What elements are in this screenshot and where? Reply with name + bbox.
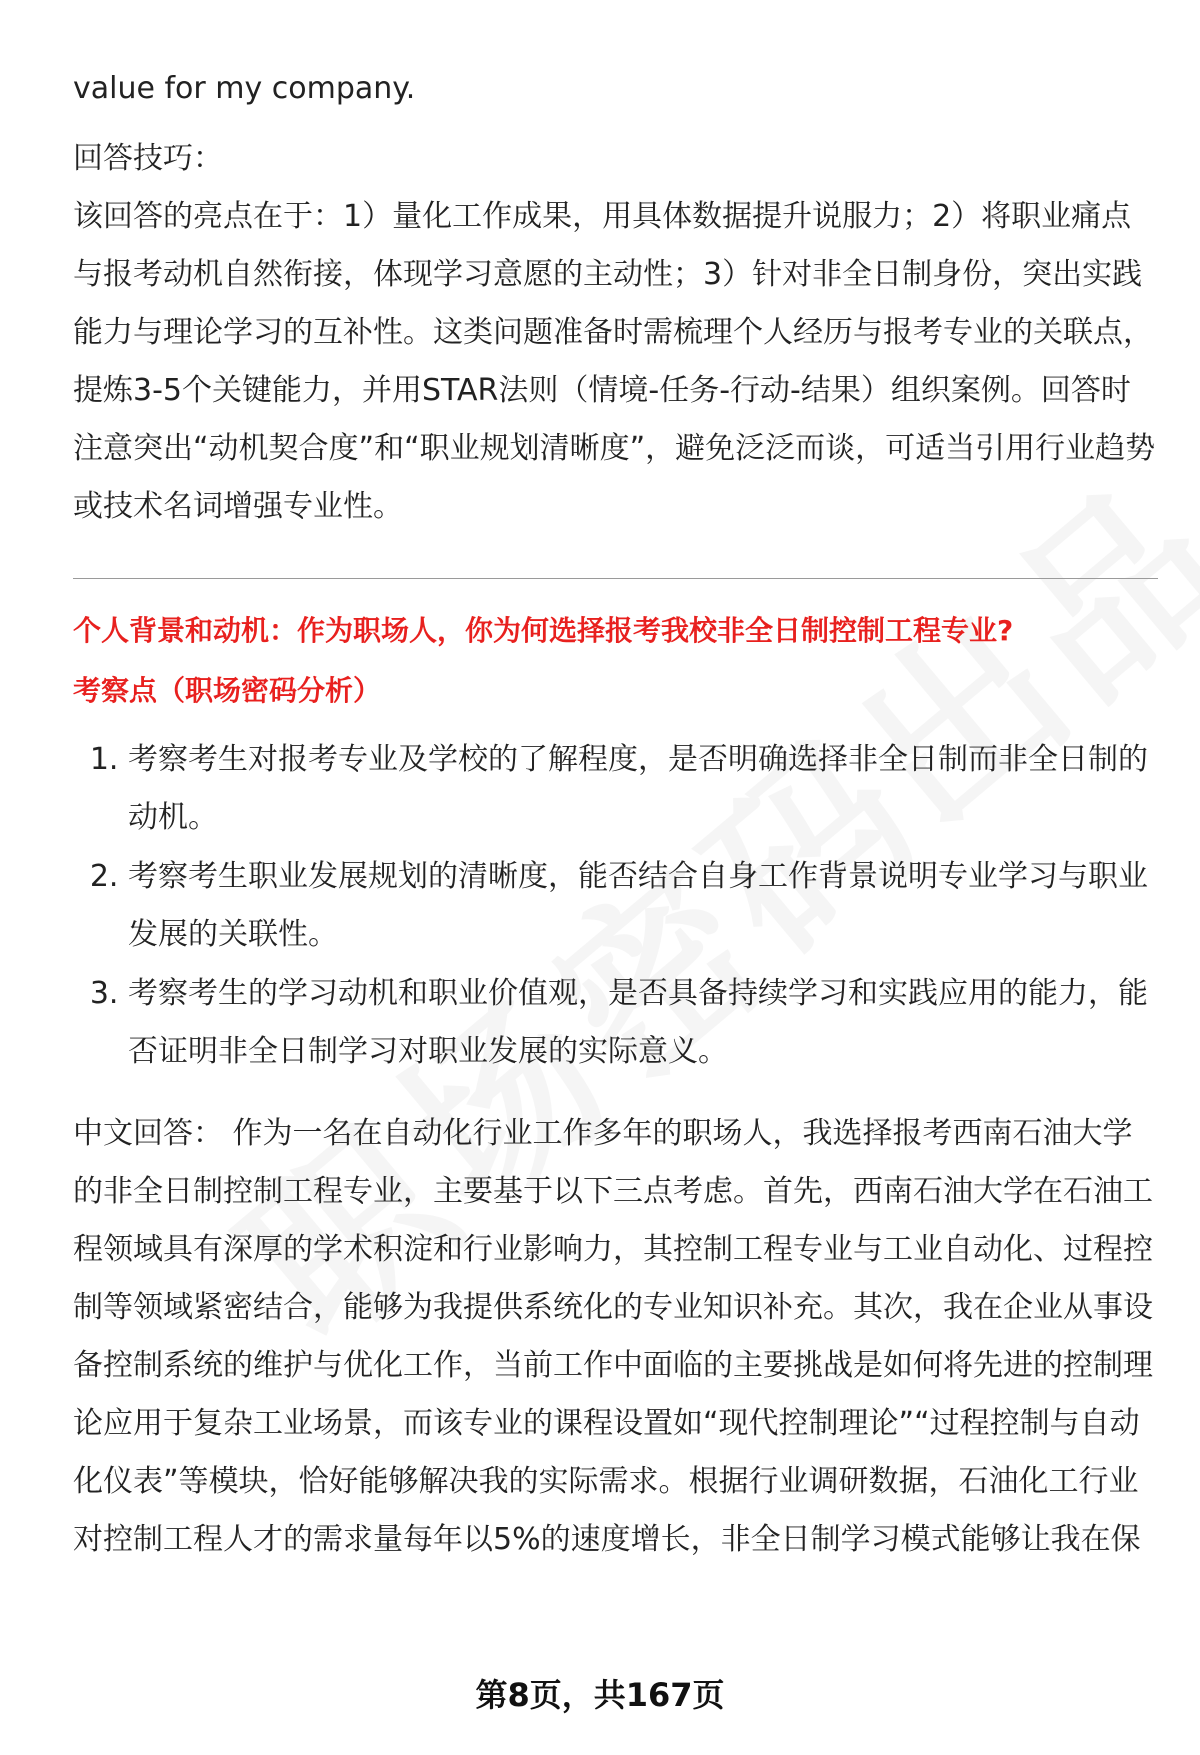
tips-body: 该回答的亮点在于：1）量化工作成果，用具体数据提升说服力；2）将职业痛点与报考动机自然衔接，体现学习意愿的主动性；3）针对非全日制身份，突出实践能力与理论学习的互补性。这类问题准备时需梳理个人经历与报考专业的关联点，提炼3-5个关键能力，并用STAR法则（情境-任务-行动-结果）组织案例。回答时注意突出“动机契合度”和“职业规划清晰度”，避免泛泛而谈，可适当引用行业趋势或技术名词增强专业性。 — [73, 199, 1156, 524]
page-number: 第8页，共167页 — [475, 1676, 725, 1714]
list-item: 1. 考察考生对报考专业及学校的了解程度，是否明确选择非全日制而非全日制的动机。 — [128, 731, 1158, 847]
list-item: 2. 考察考生职业发展规划的清晰度，能否结合自身工作背景说明专业学习与职业发展的关联性。 — [128, 848, 1158, 964]
list-item: 3. 考察考生的学习动机和职业价值观，是否具备持续学习和实践应用的能力，能否证明非全日制学习对职业发展的实际意义。 — [128, 965, 1158, 1081]
section-divider — [73, 578, 1158, 579]
document-page — [73, 60, 1158, 1569]
answer-body: 作为一名在自动化行业工作多年的职场人，我选择报考西南石油大学的非全日制控制工程专业，主要基于以下三点考虑。首先，西南石油大学在石油工程领域具有深厚的学术积淀和行业影响力，其控制工程专业与工业自动化、过程控制等领域紧密结合，能够为我提供系统化的专业知识补充。其次，我在企业从事设备控制系统的维护与优化工作，当前工作中面临的主要挑战是如何将先进的控制理论应用于复杂工业场景，而该专业的课程设置如“现代控制理论”“过程控制与自动化仪表”等模块，恰好能够解决我的实际需求。根据行业调研数据，石油化工行业对控制工程人才的需求量每年以5%的速度增长，非全日制学习模式能够让我在保 — [73, 1116, 1153, 1557]
question-title: 个人背景和动机：作为职场人，你为何选择报考我校非全日制控制工程专业? — [73, 614, 1014, 647]
assessment-points-list — [73, 731, 1158, 1081]
answer-label: 中文回答： — [73, 1116, 223, 1151]
points-heading: 考察点（职场密码分析） — [73, 674, 382, 707]
continuation-text: value for my company. — [73, 71, 416, 106]
chinese-answer — [73, 1105, 1158, 1569]
tips-heading: 回答技巧： — [73, 141, 223, 176]
answer-tips-section — [73, 130, 1158, 536]
